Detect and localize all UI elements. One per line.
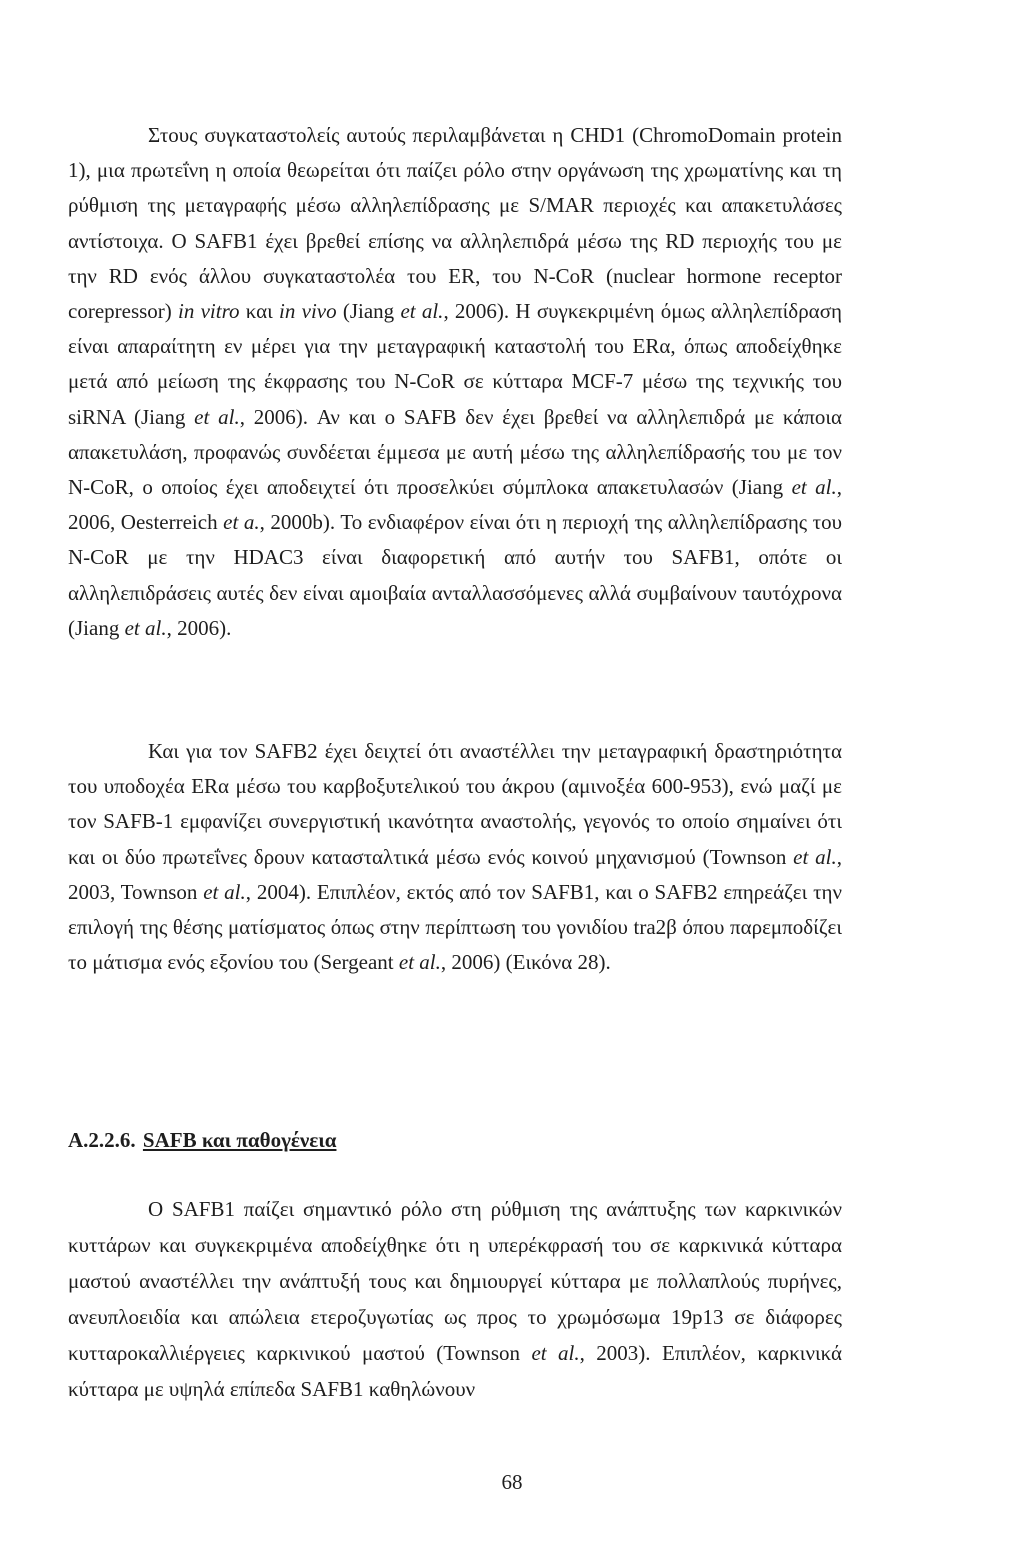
text-run: , 2004). Επιπλέον, εκτός από τον SAFB1, και ο SAFB2 επηρεάζει την επιλογή της θέσης ματίσματος όπως στην περίπτωση του γονιδίου tra2β όπου παρεμποδίζει το μάτισμα ενός εξονίου του (Sergeant	[68, 879, 842, 975]
paragraph-2-text	[68, 734, 842, 980]
text-run: , 2006, Oesterreich	[68, 475, 842, 535]
italic-run: et a.	[223, 510, 260, 535]
section-number: A.2.2.6.	[68, 1128, 136, 1152]
text-run: , 2006) (Εικόνα 28).	[440, 950, 611, 975]
italic-run: et al.	[398, 950, 441, 975]
text-run: , 2003). Επιπλέον, καρκινικά κύτταρα με υψηλά επίπεδα SAFB1 καθηλώνουν	[68, 1341, 843, 1401]
page-number: 68	[501, 1470, 523, 1494]
paragraph-3-text	[68, 1191, 842, 1407]
text-run: , 2003, Townson	[68, 844, 842, 904]
italic-run: et al.	[791, 475, 837, 500]
text-run: Στους συγκαταστολείς αυτούς περιλαμβάνεται η CHD1 (ChromoDomain protein 1), μια πρωτεΐνη η οποία θεωρείται ότι παίζει ρόλο στην οργάνωση της χρωματίνης και τη ρύθμιση της μεταγραφής μέσω αλληλεπίδρασης με S/MAR περιοχές και απακετυλάσες αντίστοιχα. Ο SAFB1 έχει βρεθεί επίσης να αλληλεπιδρά μέσω της RD περιοχής του με την RD ενός άλλου συγκαταστολέα του ER, του N-CoR (nuclear hormone receptor corepressor)	[68, 123, 842, 324]
text-run: , 2006). Αν και ο SAFB δεν έχει βρεθεί να αλληλεπιδρά με κάποια απακετυλάση, προφανώς συνδέεται έμμεσα με αυτή μέσω της αλληλεπίδρασής του με τον N-CoR, ο οποίος έχει αποδειχτεί ότι προσελκύει σύμπλοκα απακετυλασών (Jiang	[68, 404, 842, 500]
italic-run: et al.	[124, 615, 167, 640]
italic-run: et al.	[531, 1341, 580, 1365]
paragraph-3	[68, 1191, 842, 1407]
paragraph-1	[68, 118, 842, 646]
text-run: , 2006).	[166, 615, 232, 640]
section-title: SAFB και παθογένεια	[142, 1128, 337, 1152]
text-run: , 2006). Η συγκεκριμένη όμως αλληλεπίδραση είναι απαραίτητη εν μέρει για την μεταγραφική καταστολή του ERα, όπως αποδείχθηκε μετά από μείωση της έκφρασης του N-CoR σε κύτταρα MCF-7 μέσω της τεχνικής του siRNA (Jiang	[68, 299, 842, 429]
italic-run: et al.	[203, 879, 246, 904]
section-heading	[68, 1128, 336, 1153]
text-run: , 2000b). Το ενδιαφέρον είναι ότι η περιοχή της αλληλεπίδρασης του N-CoR με την HDAC3 είναι διαφορετική από αυτήν του SAFB1, οπότε οι αλληλεπιδράσεις αυτές δεν είναι αμοιβαία ανταλλασσόμενες αλλά συμβαίνουν ταυτόχρονα (Jiang	[68, 510, 843, 640]
text-run: Και για τον SAFB2 έχει δειχτεί ότι αναστέλλει την μεταγραφική δραστηριότητα του υποδοχέα ERα μέσω του καρβοξυτελικού του άκρου (αμινοξέα 600-953), ενώ μαζί με τον SAFB-1 εμφανίζει συνεργιστική ικανότητα αναστολής, γεγονός το οποίο σημαίνει ότι και οι δύο πρωτεΐνες δρουν κατασταλτικά μέσω ενός κοινού μηχανισμού (Townson	[68, 739, 842, 869]
paragraph-1-text	[68, 118, 842, 646]
italic-run: in vitro	[178, 299, 240, 324]
italic-run: et al.	[400, 299, 444, 324]
text-run: (Jiang	[336, 299, 401, 324]
italic-run: et al.	[194, 404, 240, 429]
text-run: Ο SAFB1 παίζει σημαντικό ρόλο στη ρύθμιση της ανάπτυξης των καρκινικών κυττάρων και συγκεκριμένα αποδείχθηκε ότι η υπερέκφρασή του σε καρκινικά κύτταρα μαστού αναστέλλει την ανάπτυξή τους και δημιουργεί κύτταρα με πολλαπλούς πυρήνες, ανευπλοειδία και απώλεια ετεροζυγωτίας ως προς το χρωμόσωμα 19p13 σε διάφορες κυτταροκαλλιέργειες καρκινικού μαστού (Townson	[68, 1197, 842, 1365]
text-run: και	[239, 299, 280, 324]
italic-run: in vivo	[279, 299, 337, 324]
italic-run: et al.	[793, 844, 837, 869]
paragraph-2	[68, 734, 842, 980]
